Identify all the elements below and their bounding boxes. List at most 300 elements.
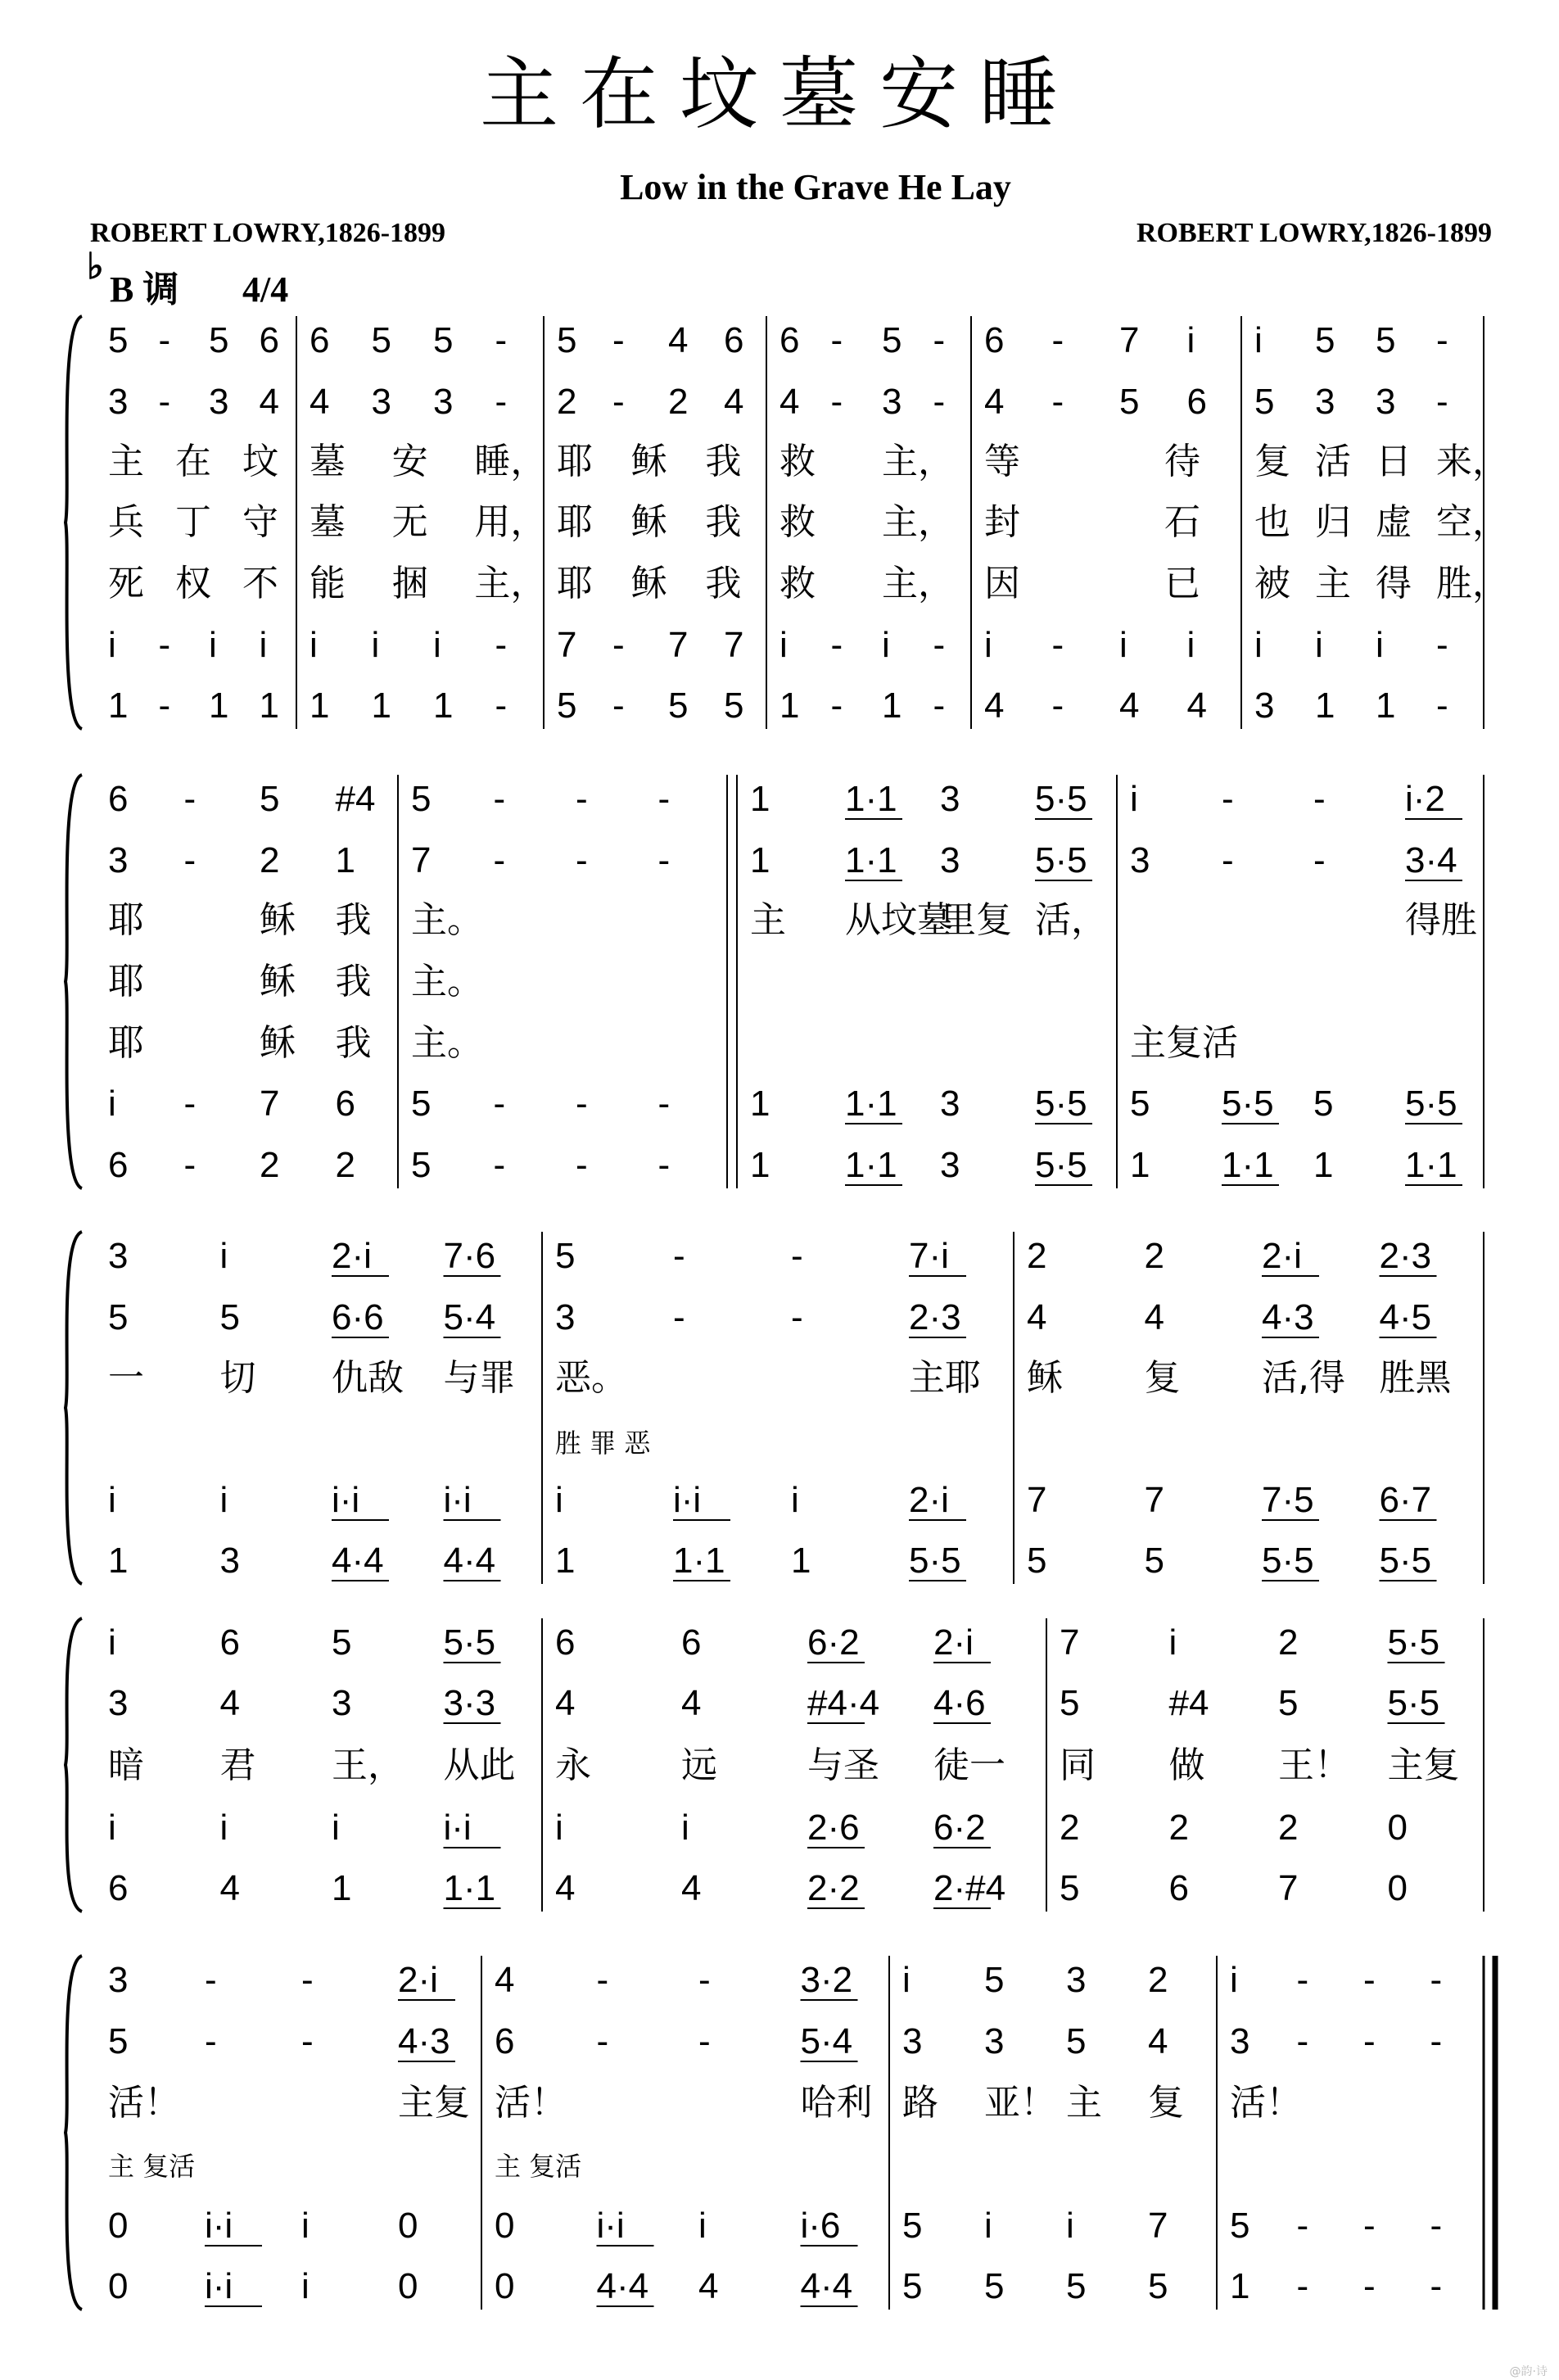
- note: 4: [724, 382, 744, 422]
- lyric-syllable: 等: [984, 441, 1020, 482]
- note: 4: [1119, 685, 1140, 726]
- note: 5·5: [1379, 1541, 1432, 1581]
- note: -: [1363, 2266, 1376, 2306]
- watermark: @韵·诗: [1509, 2365, 1548, 2378]
- note: i: [984, 2206, 992, 2246]
- lyric-syllable: 主。: [411, 899, 483, 941]
- note: 5: [984, 2266, 1005, 2306]
- lyric-syllable: 石: [1164, 501, 1200, 543]
- note: 5: [1060, 1683, 1080, 1723]
- note: 3·2: [800, 1960, 853, 2000]
- note: 2·i: [1262, 1236, 1302, 1276]
- lyric-syllable: 我: [335, 1022, 372, 1064]
- note: 6: [1168, 1868, 1189, 1908]
- note: 2: [1168, 1808, 1189, 1848]
- note: i: [1254, 625, 1263, 665]
- note: 3: [108, 1960, 129, 2000]
- note: 6: [108, 1145, 129, 1185]
- note: -: [1296, 2021, 1309, 2061]
- score-system: [66, 1956, 1495, 2310]
- note: i: [780, 625, 788, 665]
- lyric-syllable: 主: [750, 899, 786, 941]
- note: 4: [495, 1960, 515, 2000]
- note: 3: [1315, 382, 1335, 422]
- note: 1: [750, 840, 770, 880]
- note: 2·i: [398, 1960, 438, 2000]
- system-brace: [66, 1618, 82, 1912]
- note: -: [830, 382, 843, 422]
- note: 0: [495, 2266, 515, 2306]
- note: -: [1436, 685, 1448, 726]
- lyric-syllable: 主: [1315, 563, 1351, 604]
- note: -: [612, 625, 625, 665]
- note: i·i: [596, 2206, 625, 2246]
- note: 2·#4: [933, 1868, 1006, 1908]
- note: 5: [555, 1236, 576, 1276]
- note: 3: [1066, 1960, 1087, 2000]
- lyric-syllable: 活,得: [1262, 1357, 1345, 1399]
- lyric-syllable: 因: [984, 563, 1020, 604]
- lyric-syllable: 与圣: [807, 1744, 879, 1786]
- note: -: [698, 2021, 711, 2061]
- note: 4: [1186, 685, 1207, 726]
- lyric-syllable: 胜黑: [1379, 1357, 1452, 1399]
- note: i: [371, 625, 380, 665]
- note: 2: [1278, 1622, 1299, 1663]
- lyric-syllable: 远: [681, 1744, 717, 1786]
- lyric-syllable: 得: [1376, 563, 1412, 604]
- note: 3: [940, 1145, 960, 1185]
- note: 5·5: [1035, 1145, 1087, 1185]
- note: -: [1051, 625, 1064, 665]
- note: -: [1430, 2206, 1443, 2246]
- note: 5: [1230, 2206, 1250, 2246]
- lyric-syllable: 稣: [260, 1022, 296, 1064]
- note: 5: [411, 1145, 432, 1185]
- note: i·6: [800, 2206, 841, 2246]
- note: i: [1168, 1622, 1177, 1663]
- note: -: [301, 2021, 314, 2061]
- lyric-syllable: 稣: [630, 501, 667, 543]
- note: 5·5: [1035, 840, 1087, 880]
- lyric-syllable: 守: [242, 501, 278, 543]
- note: 1: [259, 685, 279, 726]
- time-signature: 4/4: [242, 269, 289, 310]
- note: -: [1222, 779, 1234, 819]
- note: 4·3: [1262, 1297, 1314, 1337]
- note: i: [108, 1808, 116, 1848]
- note: -: [301, 1960, 314, 2000]
- note: -: [495, 685, 508, 726]
- note: -: [1051, 685, 1064, 726]
- note: i: [209, 625, 217, 665]
- note: -: [1430, 2021, 1443, 2061]
- note: 5: [108, 1297, 129, 1337]
- note: 1: [310, 685, 330, 726]
- note: -: [1436, 382, 1448, 422]
- note: i: [1186, 625, 1195, 665]
- note: i: [1066, 2206, 1074, 2246]
- note: 2: [1278, 1808, 1299, 1848]
- note: -: [1363, 2206, 1376, 2246]
- lyric-syllable: 胜 罪 恶: [555, 1428, 651, 1459]
- note: 6: [219, 1622, 240, 1663]
- note: -: [933, 685, 946, 726]
- note: 5·5: [1035, 779, 1087, 819]
- note: 2: [335, 1145, 355, 1185]
- lyric-syllable: 兵: [108, 501, 144, 543]
- lyric-syllable: 耶: [557, 501, 593, 543]
- note: 2: [557, 382, 577, 422]
- note: -: [1296, 2206, 1309, 2246]
- lyric-syllable: 耶: [108, 1022, 144, 1064]
- note: 4·4: [800, 2266, 853, 2306]
- lyric-syllable: 能: [310, 563, 346, 604]
- note: 5: [1254, 382, 1275, 422]
- note: 5: [557, 320, 577, 360]
- note: #4·4: [807, 1683, 880, 1723]
- note: 5: [1060, 1868, 1080, 1908]
- note: 1: [371, 685, 391, 726]
- note: 3: [108, 1683, 129, 1723]
- note: 4·5: [1379, 1297, 1432, 1337]
- note: 5·4: [443, 1297, 496, 1337]
- lyric-syllable: 稣: [260, 899, 296, 941]
- note: i: [219, 1236, 228, 1276]
- note: 4: [984, 382, 1005, 422]
- note: 7: [1027, 1480, 1047, 1520]
- note: i: [259, 625, 268, 665]
- note: 5: [984, 1960, 1005, 2000]
- note: 2: [260, 840, 280, 880]
- lyric-syllable: 耶: [108, 899, 144, 941]
- note: 5: [1027, 1541, 1047, 1581]
- lyric-syllable: 耶: [557, 441, 593, 482]
- score-systems: [66, 316, 1508, 2310]
- note: 3: [433, 382, 454, 422]
- note: 3: [984, 2021, 1005, 2061]
- note: 2·6: [807, 1808, 860, 1848]
- note: -: [933, 382, 946, 422]
- note: -: [830, 685, 843, 726]
- note: 3: [108, 840, 129, 880]
- note: i: [108, 1084, 116, 1124]
- note: 4: [698, 2266, 719, 2306]
- lyric-syllable: 主 复活: [108, 2151, 196, 2182]
- lyric-syllable: 在: [175, 441, 211, 482]
- note: 6: [310, 320, 330, 360]
- note: 0: [108, 2206, 129, 2246]
- note: 5: [1148, 2266, 1168, 2306]
- note: i·i: [332, 1480, 360, 1520]
- lyric-syllable: 主，: [882, 441, 954, 482]
- note: 2·3: [909, 1297, 961, 1337]
- note: -: [183, 779, 197, 819]
- note: 5: [1066, 2021, 1087, 2061]
- note: 6: [335, 1084, 355, 1124]
- note: 5·5: [443, 1622, 496, 1663]
- note: 1·1: [1222, 1145, 1274, 1185]
- note: -: [1313, 779, 1326, 819]
- note: i: [1119, 625, 1127, 665]
- note: 5: [108, 2021, 129, 2061]
- note: 0: [108, 2266, 129, 2306]
- note: i: [108, 1480, 116, 1520]
- lyric-syllable: 活！: [1230, 2082, 1302, 2124]
- lyric-syllable: 稣: [1027, 1357, 1063, 1399]
- lyric-syllable: 用，: [474, 501, 547, 543]
- note: 4: [219, 1683, 240, 1723]
- lyric-syllable: 墓: [310, 441, 346, 482]
- composer-credit: ROBERT LOWRY,1826-1899: [1136, 218, 1492, 248]
- note: 4: [1027, 1297, 1047, 1337]
- note: 5: [557, 685, 577, 726]
- note: 2·i: [933, 1622, 974, 1663]
- note: 4: [310, 382, 330, 422]
- lyric-syllable: 稣: [630, 563, 667, 604]
- note: 4: [668, 320, 689, 360]
- lyric-syllable: 救: [780, 563, 816, 604]
- lyric-syllable: 复: [1144, 1357, 1181, 1399]
- note: 7·5: [1262, 1480, 1314, 1520]
- note: 4: [219, 1868, 240, 1908]
- note: i: [681, 1808, 689, 1848]
- note: -: [1051, 382, 1064, 422]
- score-system: [66, 775, 1484, 1188]
- lyric-syllable: 归: [1315, 501, 1351, 543]
- note: 1: [1230, 2266, 1250, 2306]
- note: -: [493, 1084, 506, 1124]
- lyric-syllable: 得胜: [1405, 899, 1477, 941]
- note: 1·1: [845, 1145, 897, 1185]
- note: -: [183, 840, 197, 880]
- lyric-syllable: 睡，: [474, 441, 547, 482]
- note: 4: [259, 382, 279, 422]
- note: 3: [371, 382, 391, 422]
- lyric-syllable: 复: [1254, 441, 1290, 482]
- lyric-syllable: 无: [391, 501, 428, 543]
- note: -: [612, 685, 625, 726]
- lyric-syllable: 主。: [411, 1022, 483, 1064]
- note: 5·5: [1387, 1622, 1440, 1663]
- note: 4: [984, 685, 1005, 726]
- note: 5: [332, 1622, 352, 1663]
- note: i: [1130, 779, 1138, 819]
- note: 5: [260, 779, 280, 819]
- note: 3: [108, 1236, 129, 1276]
- note: 1: [1315, 685, 1335, 726]
- note: -: [1363, 1960, 1376, 2000]
- lyric-syllable: 王，: [332, 1744, 404, 1786]
- lyric-syllable: 哈利: [800, 2082, 873, 2124]
- lyric-syllable: 活！: [108, 2082, 180, 2124]
- lyric-syllable: 君: [219, 1744, 256, 1786]
- note: 6: [555, 1622, 576, 1663]
- note: -: [158, 685, 171, 726]
- note: i: [301, 2206, 310, 2246]
- note: 2·i: [332, 1236, 372, 1276]
- note: -: [493, 840, 506, 880]
- lyric-syllable: 权: [175, 563, 211, 604]
- note: 3: [219, 1541, 240, 1581]
- note: i: [555, 1808, 563, 1848]
- note: 1·1: [443, 1868, 496, 1908]
- note: 1: [791, 1541, 811, 1581]
- note: i·i: [205, 2266, 233, 2306]
- note: 2: [1144, 1236, 1164, 1276]
- note: i: [698, 2206, 707, 2246]
- note: 7: [411, 840, 432, 880]
- lyric-syllable: 主: [108, 441, 144, 482]
- score-system: [66, 1232, 1484, 1584]
- note: -: [657, 1084, 671, 1124]
- note: 7: [724, 625, 744, 665]
- lyric-syllable: 仇敌: [332, 1357, 404, 1399]
- note: -: [1430, 2266, 1443, 2306]
- lyric-syllable: 主耶: [909, 1357, 981, 1399]
- note: -: [1222, 840, 1234, 880]
- system-brace: [66, 775, 82, 1188]
- lyric-syllable: 同: [1060, 1744, 1096, 1786]
- note: 5: [724, 685, 744, 726]
- note: 1: [332, 1868, 352, 1908]
- note: 7: [1278, 1868, 1299, 1908]
- note: 4: [780, 382, 800, 422]
- note: 7: [1144, 1480, 1164, 1520]
- lyric-syllable: 永: [555, 1744, 591, 1786]
- note: -: [495, 382, 508, 422]
- note: 1: [780, 685, 800, 726]
- note: 4·3: [398, 2021, 450, 2061]
- note: -: [612, 320, 625, 360]
- lyric-syllable: 我: [335, 899, 372, 941]
- note: -: [1296, 1960, 1309, 2000]
- note: i: [301, 2266, 310, 2306]
- note: i: [332, 1808, 340, 1848]
- note: 4: [555, 1683, 576, 1723]
- note: 1: [433, 685, 454, 726]
- lyric-syllable: 主: [1066, 2082, 1102, 2124]
- note: 5·5: [1222, 1084, 1274, 1124]
- note: -: [657, 1145, 671, 1185]
- note: i: [1230, 1960, 1238, 2000]
- note: 3: [332, 1683, 352, 1723]
- note: 7·i: [909, 1236, 949, 1276]
- note: 3: [209, 382, 229, 422]
- note: 6·7: [1379, 1480, 1432, 1520]
- lyric-syllable: 路: [902, 2082, 938, 2124]
- note: 3: [1254, 685, 1275, 726]
- system-brace: [66, 1956, 82, 2310]
- lyric-syllable: 胜，: [1436, 563, 1508, 604]
- lyric-syllable: 亚！: [984, 2082, 1056, 2124]
- note: 1: [1376, 685, 1396, 726]
- lyric-syllable: 虚: [1376, 501, 1412, 543]
- note: 5: [1130, 1084, 1150, 1124]
- note: i: [902, 1960, 911, 2000]
- note: -: [698, 1960, 711, 2000]
- note: 0: [495, 2206, 515, 2246]
- lyric-syllable: 稣: [630, 441, 667, 482]
- note: 6: [724, 320, 744, 360]
- lyric-syllable: 做: [1168, 1744, 1205, 1786]
- song-title: 主在坟墓安睡: [480, 48, 1079, 140]
- note: 1·1: [845, 840, 897, 880]
- lyric-syllable: 主复: [398, 2082, 470, 2124]
- note: -: [1436, 320, 1448, 360]
- note: 1: [335, 840, 355, 880]
- lyric-syllable: 从此: [443, 1744, 516, 1786]
- note: -: [673, 1297, 685, 1337]
- note: 1·1: [673, 1541, 725, 1581]
- note: 5·5: [1387, 1683, 1440, 1723]
- note: 5: [1315, 320, 1335, 360]
- note: 6: [108, 1868, 129, 1908]
- note: -: [657, 779, 671, 819]
- lyric-syllable: 主，: [882, 501, 954, 543]
- lyric-syllable: 丁: [175, 501, 211, 543]
- lyric-syllable: 日: [1376, 441, 1412, 482]
- note: i: [555, 1480, 563, 1520]
- lyric-syllable: 已: [1164, 563, 1200, 604]
- note: -: [183, 1084, 197, 1124]
- note: 4·4: [443, 1541, 496, 1581]
- note: i: [219, 1480, 228, 1520]
- lyric-syllable: 坟: [242, 441, 278, 482]
- note: -: [495, 320, 508, 360]
- note: 3: [555, 1297, 576, 1337]
- lyric-syllable: 我: [705, 563, 742, 604]
- note: -: [205, 1960, 217, 2000]
- note: i: [433, 625, 441, 665]
- note: i·i: [443, 1808, 472, 1848]
- note: -: [576, 1145, 588, 1185]
- note: 6: [984, 320, 1005, 360]
- note: 1: [750, 1145, 770, 1185]
- note: 7: [1148, 2206, 1168, 2246]
- lyric-syllable: 一: [108, 1357, 144, 1399]
- note: 5: [219, 1297, 240, 1337]
- note: -: [596, 2021, 609, 2061]
- note: 2: [1148, 1960, 1168, 2000]
- note: 6: [259, 320, 279, 360]
- note: 2·2: [807, 1868, 860, 1908]
- note: 1: [882, 685, 902, 726]
- note: i: [882, 625, 890, 665]
- note: 5: [411, 1084, 432, 1124]
- note: 1: [750, 779, 770, 819]
- lyric-syllable: 暗: [108, 1744, 144, 1786]
- note: 7: [668, 625, 689, 665]
- note: 5: [411, 779, 432, 819]
- note: -: [493, 779, 506, 819]
- lyric-syllable: 墓: [310, 501, 346, 543]
- note: 5: [1066, 2266, 1087, 2306]
- note: 5: [433, 320, 454, 360]
- lyricist-credit: ROBERT LOWRY,1826-1899: [90, 218, 446, 248]
- note: 2: [1060, 1808, 1080, 1848]
- note: 5: [902, 2206, 923, 2246]
- note: -: [1436, 625, 1448, 665]
- note: 5·4: [800, 2021, 853, 2061]
- note: 6: [495, 2021, 515, 2061]
- lyric-syllable: 我: [705, 501, 742, 543]
- note: 5: [371, 320, 391, 360]
- note: 3: [108, 382, 129, 422]
- note: i: [1376, 625, 1384, 665]
- note: 4: [1144, 1297, 1164, 1337]
- note: 0: [1387, 1868, 1408, 1908]
